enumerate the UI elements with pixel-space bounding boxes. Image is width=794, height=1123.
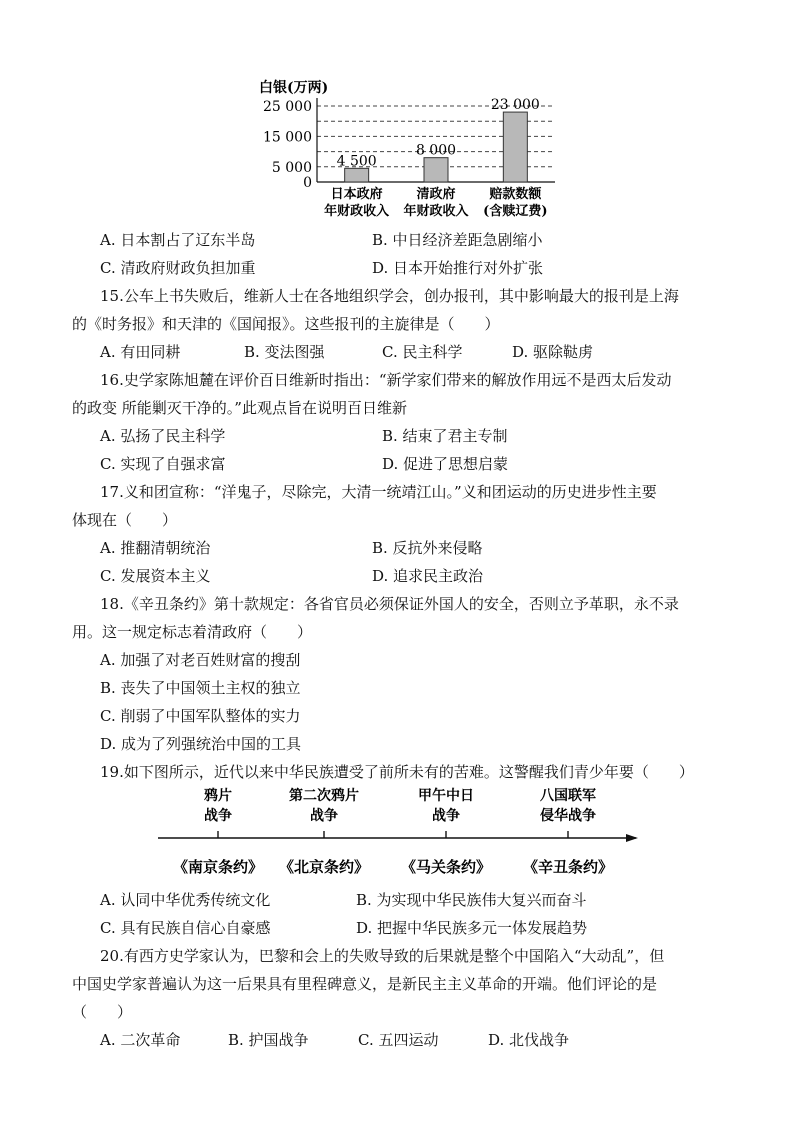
q15-option-b[interactable]: B. 变法图强: [244, 343, 325, 361]
q20-stem-line-2: 中国史学家普遍认为这一后果具有里程碑意义，是新民主主义革命的开端。他们评论的是: [72, 975, 658, 993]
q16-stem-line-1: 16.史学家陈旭麓在评价百日维新时指出：“新学家们带来的解放作用远不是西太后发动: [100, 371, 672, 389]
timeline-treaty-label: 《南京条约》: [172, 858, 264, 876]
q14-option-b[interactable]: B. 中日经济差距急剧缩小: [372, 231, 543, 249]
q20-option-b[interactable]: B. 护国战争: [228, 1031, 309, 1049]
chart-data-label: 4 500: [336, 153, 377, 170]
q17-option-d[interactable]: D. 追求民主政治: [372, 567, 484, 585]
chart-bar: [424, 158, 448, 182]
q20-stem-line-1: 20.有西方史学家认为，巴黎和会上的失败导致的后果就是整个中国陷入“大动乱”，但: [100, 947, 665, 965]
chart-data-label: 8 000: [415, 142, 457, 159]
q15-option-a[interactable]: A. 有田同耕: [100, 343, 181, 361]
q18-option-b[interactable]: B. 丧失了中国领土主权的独立: [100, 679, 301, 697]
q19-option-b[interactable]: B. 为实现中华民族伟大复兴而奋斗: [356, 891, 587, 909]
timeline-war-label: 第二次鸦片: [289, 788, 359, 804]
q14-option-c[interactable]: C. 清政府财政负担加重: [100, 259, 256, 277]
timeline-war-label: 战争: [204, 808, 232, 824]
q17-option-b[interactable]: B. 反抗外来侵略: [372, 539, 483, 557]
q18-stem-line-2: 用。这一规定标志着清政府（ ）: [72, 623, 313, 641]
timeline-treaty-label: 《北京条约》: [278, 858, 370, 876]
q15-option-d[interactable]: D. 驱除鞑虏: [512, 343, 594, 361]
modern-history-timeline: [140, 786, 660, 886]
timeline-arrow-icon: [626, 834, 638, 842]
chart-category-label: 年财政收入: [324, 204, 390, 219]
chart-category-label: 清政府: [416, 187, 456, 202]
q18-option-d[interactable]: D. 成为了列强统治中国的工具: [100, 735, 302, 753]
chart-category-label: 日本政府: [330, 187, 383, 202]
timeline-treaty-label: 《马关条约》: [400, 858, 492, 876]
timeline-war-label: 鸦片: [204, 788, 232, 804]
chart-bar: [503, 112, 527, 182]
chart-ytick-label: 5 000: [271, 159, 312, 176]
q14-option-a[interactable]: A. 日本割占了辽东半岛: [100, 231, 256, 249]
q19-option-a[interactable]: A. 认同中华优秀传统文化: [100, 891, 271, 909]
q17-option-a[interactable]: A. 推翻清朝统治: [100, 539, 211, 557]
q16-option-c[interactable]: C. 实现了自强求富: [100, 455, 226, 473]
q15-option-c[interactable]: C. 民主科学: [382, 343, 463, 361]
fiscal-bar-chart: [255, 72, 575, 222]
chart-category-label: 赔款数额: [489, 187, 542, 202]
q18-option-c[interactable]: C. 削弱了中国军队整体的实力: [100, 707, 301, 725]
q18-stem-line-1: 18.《辛丑条约》第十款规定：各省官员必须保证外国人的安全，否则立予革职，永不录: [100, 595, 679, 613]
chart-data-label: 23 000: [490, 97, 540, 114]
timeline-war-label: 战争: [432, 808, 460, 824]
chart-bar: [345, 168, 369, 182]
chart-category-label: (含赎辽费): [483, 204, 548, 219]
chart-category-label: 年财政收入: [403, 204, 469, 219]
q17-stem-line-2: 体现在（ ）: [72, 511, 178, 529]
timeline-treaty-label: 《辛丑条约》: [522, 858, 614, 876]
chart-ytick-label: 15 000: [263, 129, 312, 146]
q14-option-d[interactable]: D. 日本开始推行对外扩张: [372, 259, 544, 277]
timeline-war-label: 甲午中日: [418, 788, 474, 804]
chart-ytick-label: 25 000: [263, 99, 312, 115]
q19-option-c[interactable]: C. 具有民族自信心自豪感: [100, 919, 271, 937]
chart-ytick-label: 0: [303, 175, 312, 191]
q16-option-a[interactable]: A. 弘扬了民主科学: [100, 427, 226, 445]
q15-stem-line-2: 的《时务报》和天津的《国闻报》。这些报刊的主旋律是（ ）: [72, 315, 500, 333]
chart-ylabel: 白银(万两): [259, 80, 329, 96]
timeline-war-label: 侵华战争: [540, 808, 596, 824]
q20-option-a[interactable]: A. 二次革命: [100, 1031, 181, 1049]
q15-stem-line-1: 15.公车上书失败后，维新人士在各地组织学会，创办报刊，其中影响最大的报刊是上海: [100, 287, 679, 305]
timeline-war-label: 八国联军: [540, 788, 596, 804]
q17-stem-line-1: 17.义和团宣称：“洋鬼子，尽除完，大清一统靖江山。”义和团运动的历史进步性主要: [100, 483, 657, 501]
q20-option-c[interactable]: C. 五四运动: [358, 1031, 439, 1049]
q16-option-d[interactable]: D. 促进了思想启蒙: [382, 455, 509, 473]
q18-option-a[interactable]: A. 加强了对老百姓财富的搜刮: [100, 651, 301, 669]
timeline-war-label: 战争: [310, 808, 338, 824]
q16-stem-line-2: 的政变 所能剿灭干净的。”此观点旨在说明百日维新: [72, 399, 407, 417]
q20-stem-line-3: （ ）: [72, 1003, 133, 1021]
q16-option-b[interactable]: B. 结束了君主专制: [382, 427, 508, 445]
q20-option-d[interactable]: D. 北伐战争: [488, 1031, 570, 1049]
q19-option-d[interactable]: D. 把握中华民族多元一体发展趋势: [356, 919, 588, 937]
q17-option-c[interactable]: C. 发展资本主义: [100, 567, 211, 585]
q19-stem-line-1: 19.如下图所示，近代以来中华民族遭受了前所未有的苦难。这警醒我们青少年要（ ）: [100, 763, 694, 781]
